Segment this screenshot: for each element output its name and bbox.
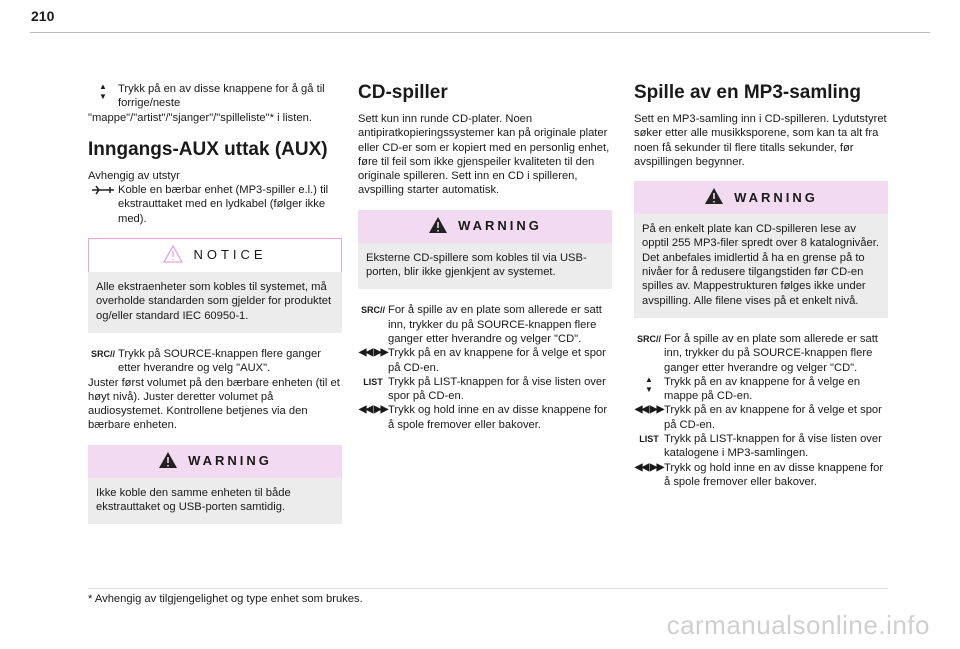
warning-triangle-icon bbox=[704, 187, 724, 208]
up-down-arrows-icon: ▲ ▼ bbox=[645, 374, 653, 394]
aux-warning-header bbox=[88, 445, 342, 478]
cd-hold-text: Trykk og hold inne en av disse knappene for å spole fremover eller bakover. bbox=[388, 404, 608, 431]
aux-heading: Inngangs-AUX uttak (AUX) bbox=[88, 138, 328, 160]
mp3-intro: Sett en MP3-samling inn i CD-spilleren. Lydutstyret søker etter alle musikksporene, som kan ta alt fra noen få sekunder til flere titalls sekunder, før avspillingen begynner. bbox=[634, 113, 887, 168]
column-aux bbox=[88, 82, 342, 538]
up-down-arrows-icon: ▲ ▼ bbox=[99, 82, 107, 101]
mp3-source-text: For å spille av en plate som allerede er satt inn, trykker du på SOURCE-knappen flere ganger etter hverandre og velger "CD". bbox=[664, 332, 878, 374]
mp3-seek-row bbox=[634, 403, 888, 432]
mp3-seek-text: Trykk på en av knappene for å velge et spor på CD-en. bbox=[664, 404, 882, 431]
mp3-list-row bbox=[634, 432, 888, 461]
aux-cable-row bbox=[88, 183, 342, 226]
notice-title: NOTICE bbox=[193, 247, 267, 263]
mp3-list-text: Trykk på LIST-knappen for å vise listen over katalogene i MP3-samlingen. bbox=[664, 433, 882, 460]
cd-list-row bbox=[358, 375, 612, 404]
aux-warning-title: WARNING bbox=[188, 453, 272, 469]
aux-cable-text: Koble en bærbar enhet (MP3-spiller e.l.) til ekstrauttaket med en lydkabel (følger ikke med). bbox=[118, 184, 329, 225]
notice-header bbox=[88, 238, 342, 272]
warning-triangle-icon bbox=[158, 451, 178, 472]
page-number: 210 bbox=[31, 8, 55, 24]
list-button-icon: LIST bbox=[363, 376, 383, 387]
source-button-icon: SRC// bbox=[360, 305, 385, 316]
cd-hold-row bbox=[358, 403, 612, 432]
warning-triangle-icon bbox=[428, 216, 448, 237]
column-mp3 bbox=[634, 82, 888, 489]
footnote: * Avhengig av tilgjengelighet og type enhet som brukes. bbox=[88, 593, 363, 605]
list-button-icon: LIST bbox=[639, 434, 659, 445]
aux-source-text: Trykk på SOURCE-knappen flere ganger etter hverandre og velg "AUX". bbox=[118, 347, 321, 375]
cd-source-text: For å spille av en plate som allerede er satt inn, trykker du på SOURCE-knappen flere ganger etter hverandre og velger "CD". bbox=[388, 304, 602, 345]
cd-source-row bbox=[358, 303, 612, 346]
top-divider bbox=[30, 32, 930, 33]
mp3-source-row bbox=[634, 332, 888, 375]
cd-seek-row bbox=[358, 346, 612, 375]
mp3-heading: Spille av en MP3-samling bbox=[634, 82, 862, 103]
seek-buttons-icon: ◀◀ ▶▶ bbox=[634, 404, 664, 416]
aux-availability: Avhengig av utstyr bbox=[88, 169, 180, 182]
mp3-warning-title: WARNING bbox=[734, 189, 818, 205]
column-cd bbox=[358, 82, 612, 432]
folder-nav-row bbox=[88, 82, 342, 111]
mp3-hold-text: Trykk og hold inne en av disse knappene for å spole fremover eller bakover. bbox=[664, 461, 884, 488]
cd-heading: CD-spiller bbox=[358, 82, 448, 103]
aux-volume-text: Juster først volumet på den bærbare enheten (til et høyt nivå). Juster deretter volumet på audiosystemet. Kontrollene betjenes via den bærbare enheten. bbox=[88, 376, 340, 432]
mp3-warning-text: På en enkelt plate kan CD-spilleren lese av opptil 255 MP3-filer spredt over 8 katalognivåer. Det anbefales imidlertid å ha en grense på to nivåer for å redusere tilgangstiden før CD-en spilles av. Mappestrukturen følges ikke under avspilling. Alle filene vises på et enkelt nivå. bbox=[642, 223, 879, 307]
source-button-icon: SRC// bbox=[636, 333, 661, 344]
aux-source-row bbox=[88, 347, 342, 376]
folder-nav-after: "mappe"/"artist"/"sjanger"/"spilleliste"* i listen. bbox=[88, 111, 312, 124]
watermark: carmanualsonline.info bbox=[666, 610, 930, 640]
notice-triangle-icon bbox=[163, 245, 183, 266]
cd-list-text: Trykk på LIST-knappen for å vise listen over spor på CD-en. bbox=[388, 375, 606, 403]
footnote-divider bbox=[88, 588, 888, 589]
notice-text: Alle ekstraenheter som kobles til systemet, må overholde standarden som gjelder for produktet og/eller standard IEC 60950-1. bbox=[96, 281, 332, 322]
cd-warning-title: WARNING bbox=[458, 218, 542, 234]
notice-box bbox=[88, 238, 342, 333]
cd-warning-text: Eksterne CD-spillere som kobles til via USB-porten, blir ikke gjenkjent av systemet. bbox=[366, 251, 587, 279]
mp3-folder-row bbox=[634, 375, 888, 404]
mp3-hold-row bbox=[634, 461, 888, 490]
cd-intro: Sett kun inn runde CD-plater. Noen antipiratkopieringssystemer kan på originale plater eller CD-er som er kopiert med en personlig enhet, føre til feil som ikke gjenspeiler kvaliteten til den originale spilleren. Sett inn en CD i spilleren, avspilling starter automatisk. bbox=[358, 113, 610, 197]
aux-warning-text: Ikke koble den samme enheten til både ekstrauttaket og USB-porten samtidig. bbox=[96, 486, 291, 514]
cd-warning-header bbox=[358, 210, 612, 243]
folder-nav-text: Trykk på en av disse knappene for å gå til forrige/neste bbox=[118, 83, 325, 110]
mp3-warning-box bbox=[634, 181, 888, 318]
aux-cable-icon bbox=[88, 183, 118, 197]
fast-forward-rewind-icon: ◀◀ ▶▶ bbox=[634, 461, 664, 473]
aux-warning-box bbox=[88, 445, 342, 525]
source-button-icon: SRC// bbox=[90, 348, 115, 359]
cd-seek-text: Trykk på en av knappene for å velge et spor på CD-en. bbox=[388, 347, 606, 374]
cd-warning-box bbox=[358, 210, 612, 290]
seek-buttons-icon: ◀◀ ▶▶ bbox=[358, 347, 388, 359]
mp3-warning-header bbox=[634, 181, 888, 214]
fast-forward-rewind-icon: ◀◀ ▶▶ bbox=[358, 404, 388, 416]
mp3-folder-text: Trykk på en av knappene for å velge en mappe på CD-en. bbox=[664, 375, 861, 403]
